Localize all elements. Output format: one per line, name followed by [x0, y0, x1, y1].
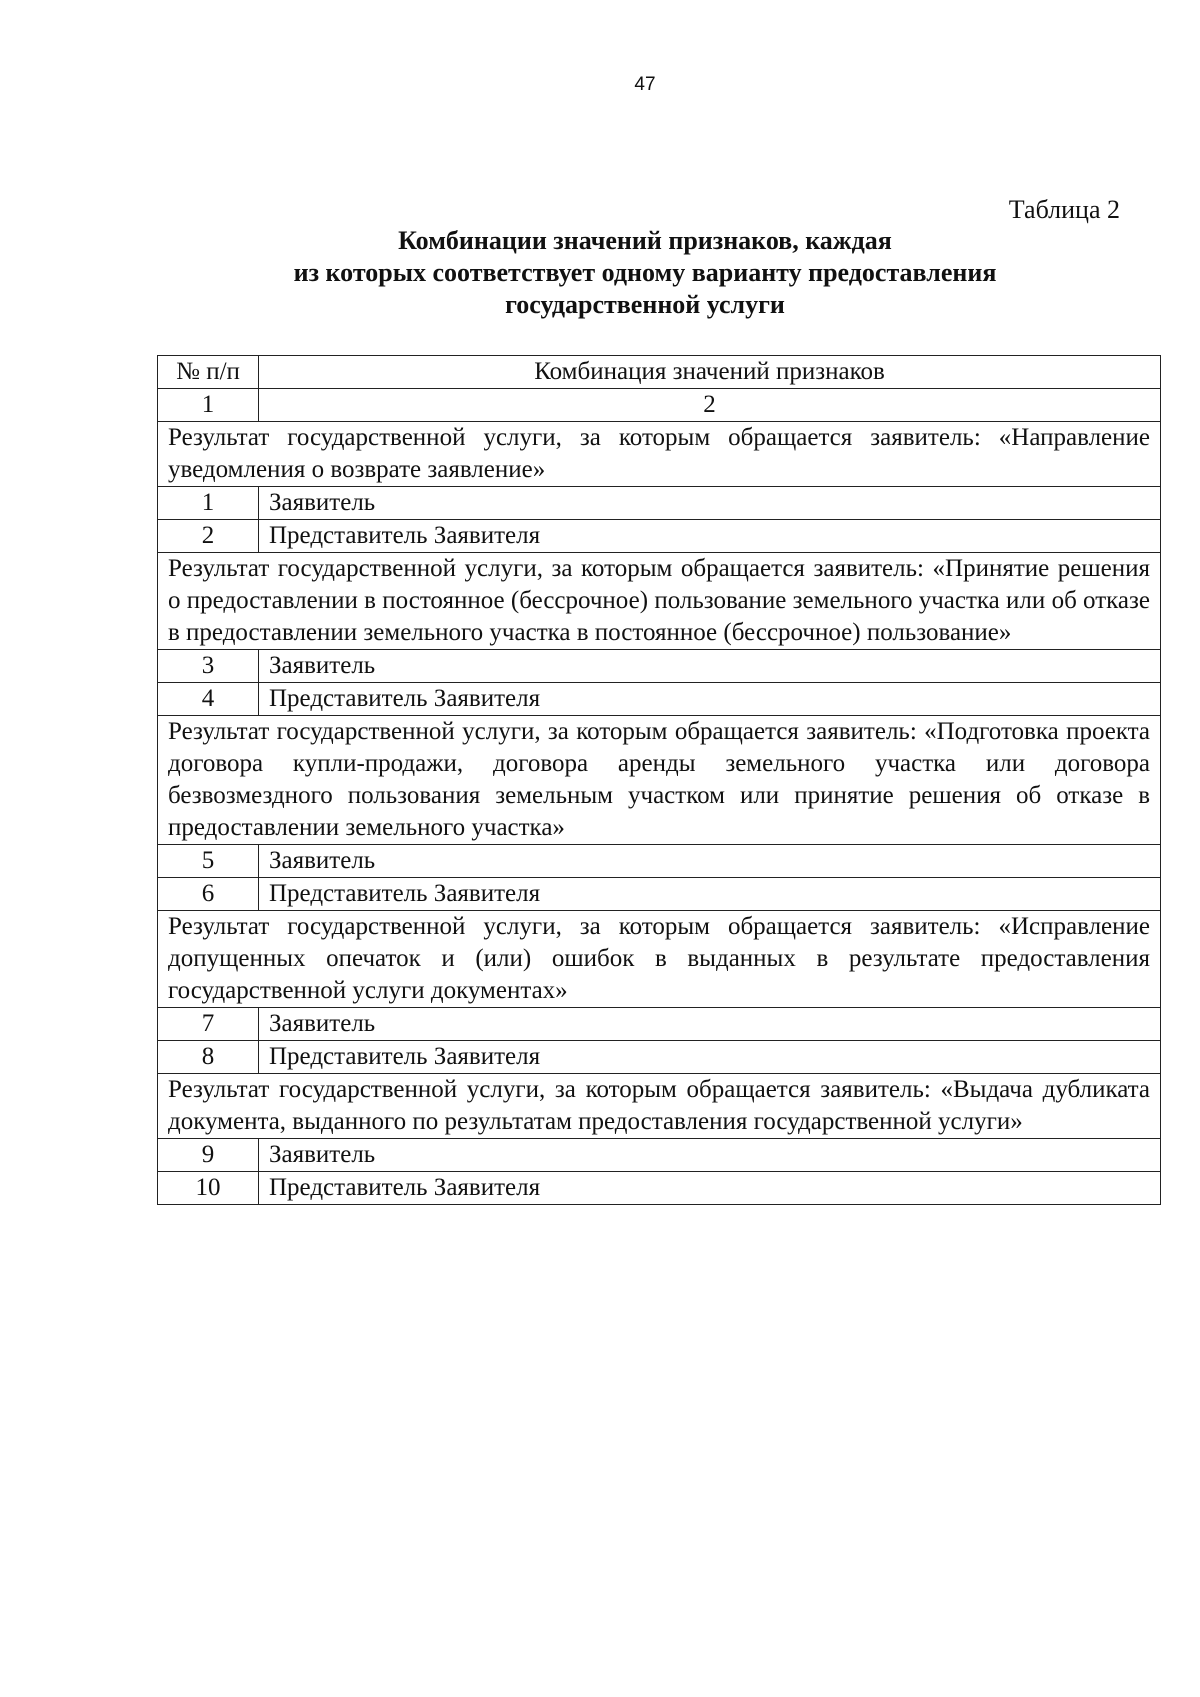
row-value: Представитель Заявителя	[259, 1041, 1161, 1074]
combinations-table	[157, 355, 1161, 1205]
column-number: 2	[259, 389, 1161, 422]
row-number: 2	[158, 520, 259, 553]
table-row	[158, 1139, 1161, 1172]
header-number: № п/п	[158, 356, 259, 389]
row-number: 9	[158, 1139, 259, 1172]
table-row	[158, 520, 1161, 553]
table-row	[158, 1041, 1161, 1074]
document-title	[0, 225, 1200, 321]
section-result: Результат государственной услуги, за которым обращается заявитель: «Выдача дубликата документа, выданного по результатам предоставления государственной услуги»	[158, 1074, 1161, 1139]
section-result: Результат государственной услуги, за которым обращается заявитель: «Подготовка проекта договора купли-продажи, договора аренды земельного участка или договора безвозмездного пользования земельным участком или принятие решения об отказе в предоставлении земельного участка»	[158, 716, 1161, 845]
table-row	[158, 845, 1161, 878]
row-value: Заявитель	[259, 487, 1161, 520]
table-row	[158, 878, 1161, 911]
row-value: Заявитель	[259, 1008, 1161, 1041]
table-header-row	[158, 356, 1161, 389]
section-result: Результат государственной услуги, за которым обращается заявитель: «Исправление допущенных опечаток и (или) ошибок в выданных в результате предоставления государственной услуги документах»	[158, 911, 1161, 1008]
table-row	[158, 650, 1161, 683]
row-number: 4	[158, 683, 259, 716]
section-result: Результат государственной услуги, за которым обращается заявитель: «Направление уведомления о возврате заявление»	[158, 422, 1161, 487]
row-number: 7	[158, 1008, 259, 1041]
row-value: Представитель Заявителя	[259, 520, 1161, 553]
section-row	[158, 1074, 1161, 1139]
table-row	[158, 1008, 1161, 1041]
section-row	[158, 716, 1161, 845]
row-value: Заявитель	[259, 845, 1161, 878]
row-number: 10	[158, 1172, 259, 1205]
row-number: 6	[158, 878, 259, 911]
header-combination: Комбинация значений признаков	[259, 356, 1161, 389]
table-row	[158, 487, 1161, 520]
title-line: государственной услуги	[505, 290, 785, 319]
row-number: 5	[158, 845, 259, 878]
row-number: 3	[158, 650, 259, 683]
row-value: Представитель Заявителя	[259, 1172, 1161, 1205]
section-row	[158, 553, 1161, 650]
table-row	[158, 683, 1161, 716]
title-line: из которых соответствует одному варианту предоставления	[293, 258, 997, 287]
column-number-row	[158, 389, 1161, 422]
page-number: 47	[634, 74, 656, 95]
section-result: Результат государственной услуги, за которым обращается заявитель: «Принятие решения о предоставлении в постоянное (бессрочное) пользование земельного участка или об отказе в предоставлении земельного участка в постоянное (бессрочное) пользование»	[158, 553, 1161, 650]
row-value: Представитель Заявителя	[259, 878, 1161, 911]
row-number: 8	[158, 1041, 259, 1074]
title-line: Комбинации значений признаков, каждая	[398, 226, 892, 255]
row-value: Заявитель	[259, 1139, 1161, 1172]
section-row	[158, 422, 1161, 487]
section-row	[158, 911, 1161, 1008]
row-number: 1	[158, 487, 259, 520]
column-number: 1	[158, 389, 259, 422]
row-value: Заявитель	[259, 650, 1161, 683]
table-caption: Таблица 2	[1008, 195, 1120, 224]
row-value: Представитель Заявителя	[259, 683, 1161, 716]
table-row	[158, 1172, 1161, 1205]
